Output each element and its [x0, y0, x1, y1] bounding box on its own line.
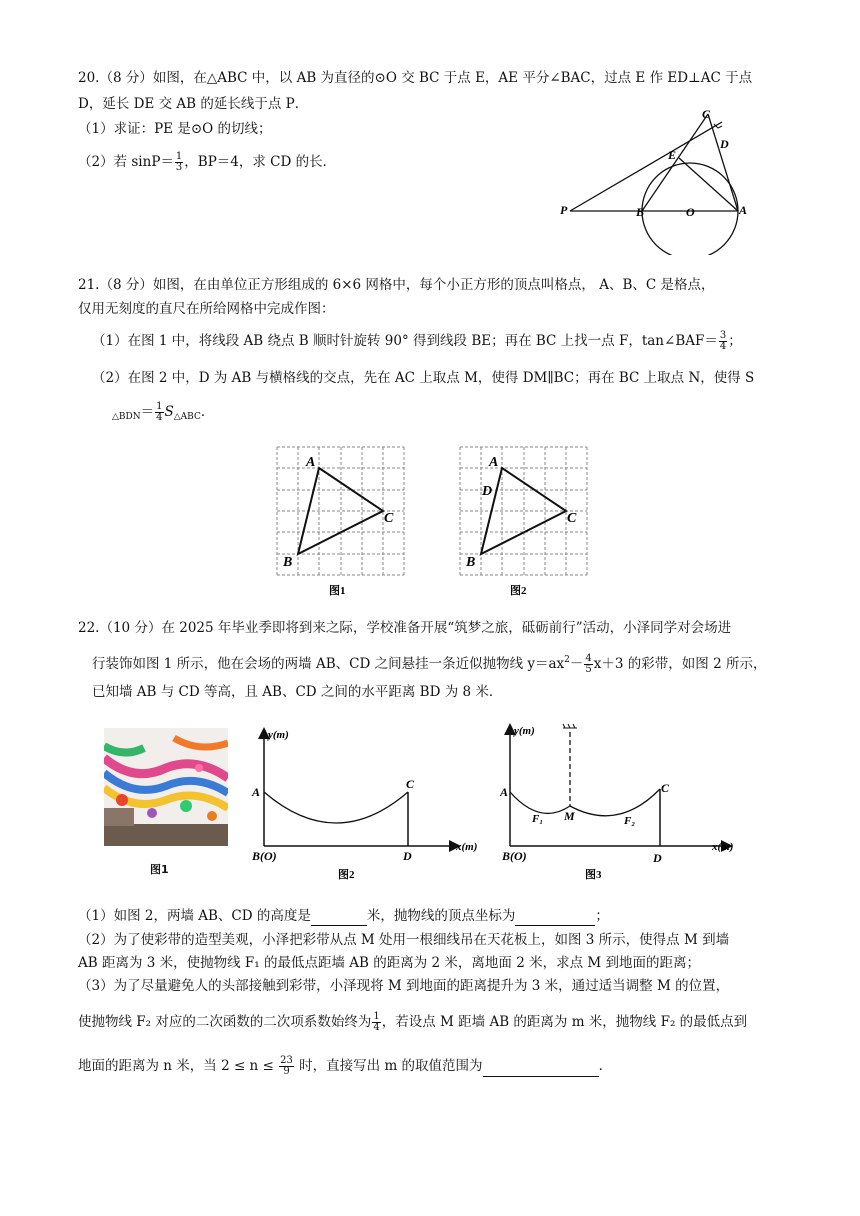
- label-p: P: [560, 203, 568, 217]
- q20-sinp-fraction: [175, 152, 183, 173]
- q22-part3-text-a: 使抛物线 F₂ 对应的二次函数的二次项系数始终为: [78, 1014, 372, 1030]
- answer-blank-height[interactable]: [311, 911, 367, 926]
- fraction-denominator: 5: [585, 664, 592, 675]
- fraction-denominator: 3: [175, 162, 183, 173]
- q20-part2-text-a: （2）若 sinP＝: [78, 154, 174, 170]
- label-b: B: [283, 555, 293, 570]
- q21-part2-formula: [112, 402, 214, 427]
- q22-line2-text-c: x＋3 的彩带，如图 2 所示，: [593, 656, 767, 672]
- answer-blank-range[interactable]: [483, 1062, 599, 1077]
- label-a: A: [489, 455, 499, 470]
- label-c: C: [384, 511, 394, 526]
- q22-part1: [78, 906, 609, 926]
- q21-part1-text-a: （1）在图 1 中，将线段 AB 绕点 B 顺时针旋转 90° 得到线段 BE；再在 BC 上找一点 F，tan∠BAF＝: [92, 333, 718, 349]
- label-a: A: [306, 455, 316, 470]
- parabola-f2: [570, 789, 660, 816]
- q22-part2-line2: AB 距离为 3 米，使抛物线 F₁ 的最低点距墙 AB 的距离为 2 米，离地面 2 米，求点 M 到地面的距离；: [78, 955, 700, 971]
- q22-photo-figure-1: [104, 728, 228, 846]
- q22-coefficient-fraction: [372, 1012, 380, 1033]
- q21-grid-figure-1: [272, 444, 412, 602]
- q22-coef-fraction: [584, 654, 592, 675]
- decoration-photo: [104, 728, 228, 846]
- q21-part2: （2）在图 2 中，D 为 AB 与横格线的交点，先在 AC 上取点 M，使得 DM∥BC；再在 BC 上取点 N，使得 S: [92, 370, 755, 386]
- q21-tan-fraction: [719, 331, 727, 352]
- label-d: D: [482, 484, 493, 499]
- q22-part3-line1: （3）为了尽量避免人的头部接触到彩带，小泽现将 M 到地面的距离提升为 3 米，通过适当调整 M 的位置，: [78, 978, 730, 994]
- line-pd: [570, 122, 722, 211]
- q20-part2: [78, 152, 336, 173]
- q21-grid-figure-2: [455, 444, 595, 602]
- label-b: B: [466, 555, 476, 570]
- q22-part3-text-c: 地面的距离为 n 米，当 2 ≤ n ≤: [78, 1058, 279, 1074]
- figure-3-caption: 图3: [585, 869, 602, 881]
- q22-minus: －: [569, 656, 584, 672]
- q22-part1-text-c: ；: [595, 908, 609, 924]
- area-symbol: S: [164, 404, 174, 420]
- q22-part3-text-e: ．: [598, 1058, 613, 1074]
- q21-part1: [92, 331, 742, 352]
- label-o: O: [686, 205, 695, 219]
- q22-line2: [92, 650, 766, 675]
- period: ．: [200, 404, 215, 420]
- q21-line2: 仅用无刻度的直尺在所给网格中完成作图：: [78, 301, 335, 317]
- x-axis-label: x(m): [456, 841, 478, 853]
- q22-figure-3: [500, 722, 750, 882]
- label-a: A: [739, 203, 748, 217]
- answer-blank-vertex[interactable]: [515, 911, 595, 926]
- q22-part1-text-b: 米，抛物线的顶点坐标为: [366, 908, 516, 924]
- fraction-numerator: 1: [373, 1011, 380, 1022]
- q22-exponent: 2: [564, 655, 570, 665]
- label-b: B: [636, 205, 645, 219]
- label-c: C: [661, 781, 670, 795]
- triangle-abc: [481, 468, 566, 554]
- fraction-denominator: 4: [156, 412, 163, 423]
- fraction-numerator: 1: [156, 401, 163, 412]
- label-c: C: [702, 107, 711, 121]
- label-a: A: [500, 785, 509, 799]
- x-axis-label: x(m): [712, 841, 734, 853]
- q22-line1: 22.（10 分）在 2025 年毕业季即将到来之际，学校准备开展“筑梦之旅，砥砺前行”活动，小泽同学对会场进: [78, 620, 732, 636]
- q22-line2-text-a: 行装饰如图 1 所示，他在会场的两墙 AB、CD 之间悬挂一条近似抛物线 y＝ax: [92, 656, 565, 672]
- label-e: E: [668, 148, 677, 162]
- q21-area-fraction: [155, 402, 163, 423]
- y-axis-label: y(m): [514, 725, 535, 737]
- label-c: C: [406, 777, 415, 791]
- q22-figure-1-caption: 图1: [150, 863, 169, 876]
- area-subscript-abc: △ABC: [173, 412, 201, 422]
- q22-figure-2: [246, 722, 491, 882]
- fraction-denominator: 9: [283, 1066, 290, 1077]
- ceiling-hook: [563, 724, 577, 728]
- figure-2-caption: 图2: [510, 585, 527, 597]
- fraction-numerator: 4: [585, 653, 592, 664]
- label-d: D: [403, 849, 412, 863]
- label-m: M: [564, 809, 575, 823]
- q22-range-fraction: [279, 1056, 294, 1077]
- parabola-f1: [510, 792, 570, 813]
- q22-part3-text-b: ，若设点 M 距墙 AB 的距离为 m 米，抛物线 F₂ 的最低点到: [381, 1014, 748, 1030]
- q22-part3-text-d: 时，直接写出 m 的取值范围为: [294, 1058, 483, 1074]
- label-d: D: [720, 137, 729, 151]
- triangle-abc: [298, 468, 383, 554]
- q20-part1: （1）求证：PE 是⊙O 的切线；: [78, 121, 272, 137]
- label-bo: B(O): [252, 849, 277, 863]
- q22-line3: 已知墙 AB 与 CD 等高，且 AB、CD 之间的水平距离 BD 为 8 米．: [92, 684, 503, 700]
- area-subscript-bdn: △BDN: [112, 412, 141, 422]
- label-f1: F₁: [532, 813, 544, 825]
- label-d: D: [653, 851, 662, 865]
- label-bo: B(O): [502, 849, 527, 863]
- fraction-denominator: 4: [719, 341, 727, 352]
- fraction-numerator: 1: [175, 151, 183, 162]
- figure-2-caption: 图2: [338, 869, 355, 881]
- label-f2: F₂: [624, 815, 636, 827]
- label-c: C: [567, 511, 577, 526]
- fraction-denominator: 4: [373, 1022, 380, 1033]
- q20-circle-figure: [550, 100, 760, 255]
- q21-line1: 21.（8 分）如图，在由单位正方形组成的 6×6 网格中，每个小正方形的顶点叫格点， A、B、C 是格点，: [78, 277, 715, 293]
- q22-part3-line3: [78, 1056, 612, 1077]
- fraction-numerator: 3: [719, 330, 727, 341]
- q20-part2-text-b: ，BP＝4，求 CD 的长．: [184, 154, 337, 170]
- q22-part2-line1: （2）为了使彩带的造型美观，小泽把彩带从点 M 处用一根细线吊在天花板上，如图 3 所示，使得点 M 到墙: [78, 932, 730, 948]
- figure-1-caption: 图1: [329, 585, 346, 597]
- q22-part1-text-a: （1）如图 2，两墙 AB、CD 的高度是: [78, 908, 311, 924]
- q20-line2: D，延长 DE 交 AB 的延长线于点 P．: [78, 96, 309, 112]
- y-axis-label: y(m): [268, 729, 289, 741]
- q21-part1-text-b: ；: [728, 333, 742, 349]
- fraction-numerator: 23: [280, 1055, 293, 1066]
- equals: ＝: [140, 404, 155, 420]
- label-a: A: [252, 785, 261, 799]
- q22-part3-line2: [78, 1012, 747, 1033]
- line-ca: [708, 114, 738, 211]
- q20-line1: 20.（8 分）如图，在△ABC 中，以 AB 为直径的⊙O 交 BC 于点 E，AE 平分∠BAC，过点 E 作 ED⊥AC 于点: [78, 70, 753, 86]
- ribbon-parabola: [264, 792, 408, 823]
